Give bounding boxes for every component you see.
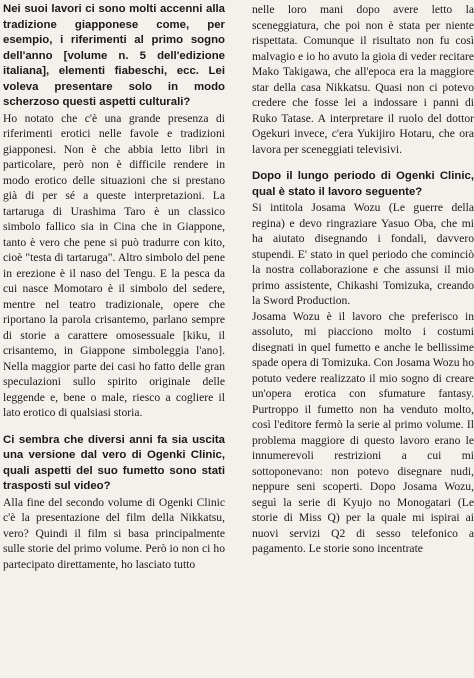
answer-2-continued: nelle loro mani dopo avere letto la sceneggiatura, che poi non è stata per niente rispettata. Comunque il risultato non fu così malvagio e io ho avuto la gioia di veder recitare Mako Takigawa, che all'epoca era la maggiore star della casa Nikkatsu. Quasi non ci potevo credere che fosse lei a indossare i panni di Ruko Tatase. A interpretare il ruolo del dottor Ogekuri invece, c'era Yukijiro Hotaru, che ora lavora per sceneggiati televisivi. bbox=[252, 3, 474, 156]
answer-2: Alla fine del secondo volume di Ogenki Clinic c'è la presentazione del film della Nikkatsu, vero? Quindi il film si basa principalmente sulle storie del primo volume. Però io non ci ho partecipato direttamente, ho lasciato tutto bbox=[3, 495, 225, 571]
question-1: Nei suoi lavori ci sono molti accenni alla tradizione giapponese come, per esempio, i riferimenti al primo sogno dell'anno [volume n. 5 dell'edizione italiana], elementi fiabeschi, ecc. Lei voleva presentare solo in modo scherzoso questi aspetti culturali? bbox=[3, 3, 225, 108]
question-2: Ci sembra che diversi anni fa sia uscita una versione dal vero di Ogenki Clinic, quali aspetti del suo fumetto sono stati trasposti sul video? bbox=[3, 433, 225, 492]
left-column bbox=[3, 2, 225, 572]
answer-3: Si intitola Josama Wozu (Le guerre della regina) e devo ringraziare Yasuo Oba, che mi ha aiutato disegnando i fondali, davvero stupendi. E' stato in quel periodo che cominciò la nostra collaborazione e che assunsi il mio primo assistente, Chikashi Tomizuka, creando la Sword Production. bbox=[252, 201, 474, 307]
right-column bbox=[252, 2, 474, 557]
paragraph-gap bbox=[252, 157, 474, 169]
answer-1: Ho notato che c'è una grande presenza di riferimenti erotici nelle favole e tradizioni giapponesi. Non è che abbia letto libri in particolare, però non è difficile rendere in modo erotico delle situazioni che si prestano già di per sé a queste interpretazioni. La tartaruga di Urashima Taro è un classico simbolo fallico sia in Cina che in Giappone, tanto è vero che pene si può tradurre con kito, cioè "testa di tartaruga". Altro simbolo del pene in erezione è il naso del Tengu. E la pesca da cui nasce Momotaro è il simbolo del sedere, mentre nel teatro tradizionale, opere che riportano la parola crisantemo, parlano sempre di storie a carattere omosessuale [kiku, il crisantemo, in Giappone simboleggia l'ano]. Nella maggior parte dei casi ho fatto delle gran speculazioni sullo spirito originale delle leggende e, bene o male, riesco a cogliere il lato erotico di qualsiasi storia. bbox=[3, 111, 225, 419]
paragraph-gap bbox=[3, 421, 225, 433]
answer-3-continued: Josama Wozu è il lavoro che preferisco in assoluto, mi piacciono molto i costumi disegnati in quel fumetto e anche le bellissime spade opera di Tomizuka. Con Josama Wozu ho potuto vedere realizzato il mio sogno di creare un'opera erotica con sfumature fantasy. Purtroppo il fumetto non ha venduto molto, così l'editore fermò la serie al primo volume. Il problema maggiore di questo lavoro erano le innumerevoli restrizioni a cui mi sottoponevano: non potevo disegnare nudi, neppure seni scoperti. Dopo Josama Wozu, seguì la serie di Kyujo no Monogatari (Le storie di Miss Q) per la quale mi ispirai ai nuovi servizi Q2 di sesso telefonico a pagamento. Le storie sono incentrate bbox=[252, 309, 474, 555]
question-3: Dopo il lungo periodo di Ogenki Clinic, qual è stato il lavoro seguente? bbox=[252, 170, 474, 198]
